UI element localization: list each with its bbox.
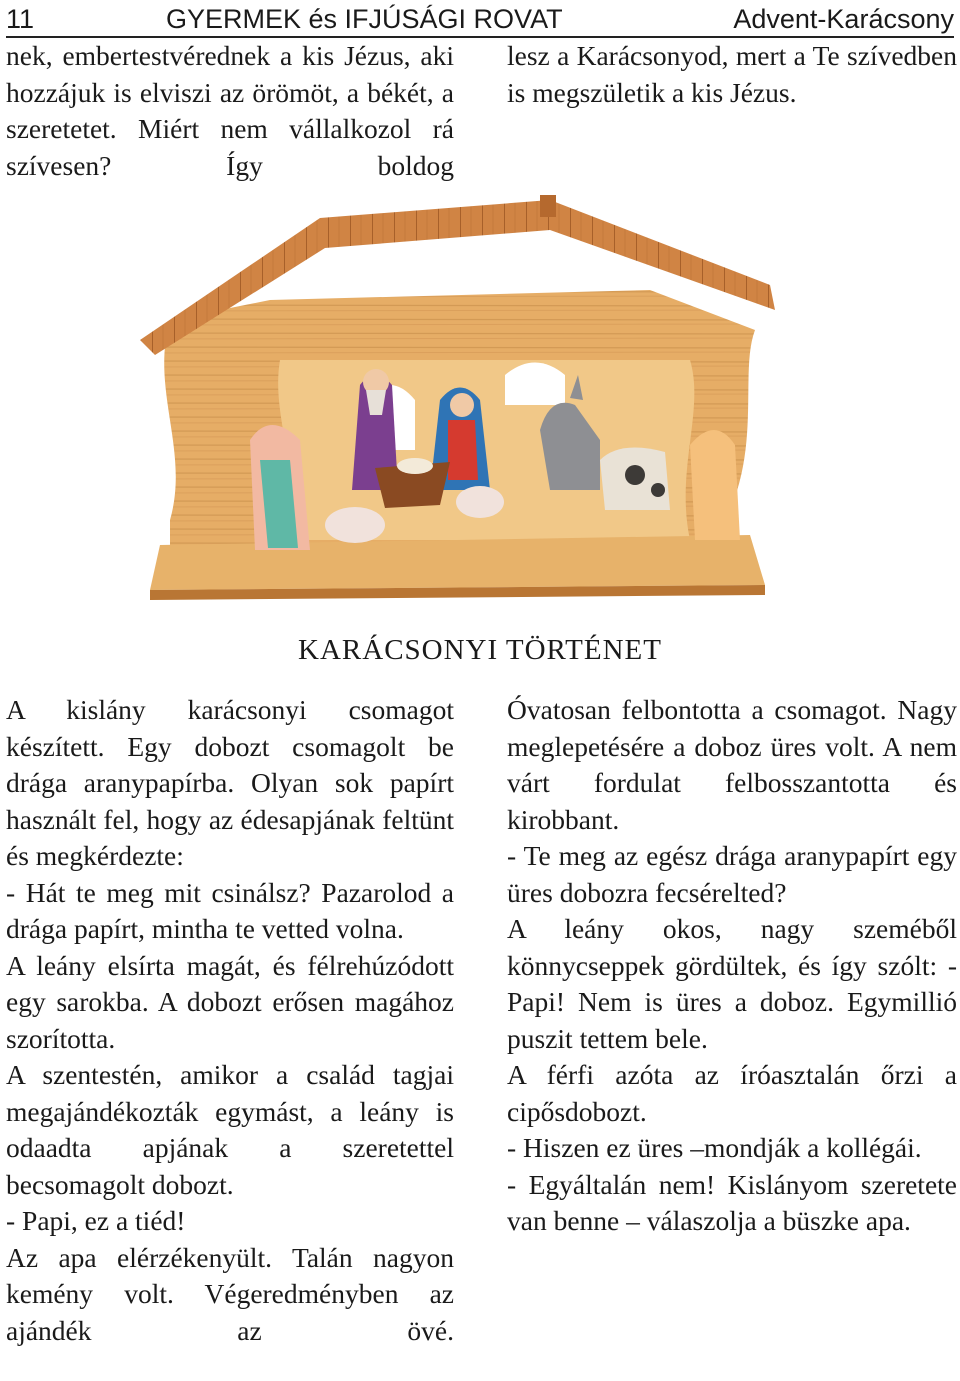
intro-right-column xyxy=(507,38,957,111)
story-paragraph: A szentestén, amikor a család tagjai megajándékozták egymást, a leány is odaadta apjának a szeretettel becsomagolt dobozt. xyxy=(6,1059,454,1200)
story-paragraph: - Hát te meg mit csinálsz? Pazarolod a drága papírt, mintha te vetted volna. xyxy=(6,876,454,944)
section-title: GYERMEK és IFJÚSÁGI ROVAT xyxy=(166,4,563,34)
window-right xyxy=(505,363,565,406)
angel-right xyxy=(690,430,740,540)
roof-ridge-post xyxy=(540,195,556,217)
page-header xyxy=(6,2,954,38)
intro-left-paragraph: nek, embertestvérednek a kis Jézus, aki hozzájuk is elviszi az örömöt, a békét, a szeretetet. Miért nem vállalkozol rá szívesen? Így boldog xyxy=(6,40,454,181)
intro-right-paragraph: lesz a Karácsonyod, mert a Te szívedben is megszületik a kis Jézus. xyxy=(507,40,957,108)
story-paragraph: - Papi, ez a tiéd! xyxy=(6,1205,186,1236)
story-paragraph: A kislány karácsonyi csomagot készített. Egy dobozt csomagolt be drága aranypapírba. Olyan sok papírt használt fel, hogy az édesapjának feltünt és megkérdezte: xyxy=(6,694,454,871)
story-paragraph: A leány elsírta magát, és félrehúzódott egy sarokba. A dobozt erősen magához szorította. xyxy=(6,949,454,1054)
story-paragraph: Óvatosan felbontotta a csomagot. Nagy meglepetésére a doboz üres volt. A nem várt fordulat felbosszantotta és kirobbant. xyxy=(507,694,957,835)
sheep-right xyxy=(456,486,504,518)
story-paragraph: A férfi azóta az íróasztalán őrzi a cipősdobozt. xyxy=(507,1059,957,1127)
story-paragraph: - Hiszen ez üres –mondják a kollégái. xyxy=(507,1132,922,1163)
story-right-column xyxy=(507,692,957,1240)
story-paragraph: - Egyáltalán nem! Kislányom szeretete van benne – válaszolja a büszke apa. xyxy=(507,1168,957,1236)
season-label: Advent-Karácsony xyxy=(733,4,954,34)
sheep-left xyxy=(325,507,385,543)
story-title: KARÁCSONYI TÖRTÉNET xyxy=(298,634,662,666)
page-number: 11 xyxy=(6,4,35,34)
nativity-scene-illustration xyxy=(130,190,780,600)
intro-left-column xyxy=(6,38,454,184)
story-left-column xyxy=(6,692,454,1349)
story-paragraph: - Te meg az egész drága aranypapírt egy üres dobozra fecsérelted? xyxy=(507,840,957,908)
story-paragraph: A leány okos, nagy szeméből könnycseppek gördültek, és így szólt: - Papi! Nem is üres a doboz. Egymillió puszit tettem bele. xyxy=(507,913,957,1054)
story-paragraph: Az apa elérzékenyült. Talán nagyon kemény volt. Végeredményben az ajándék az övé. xyxy=(6,1241,454,1346)
